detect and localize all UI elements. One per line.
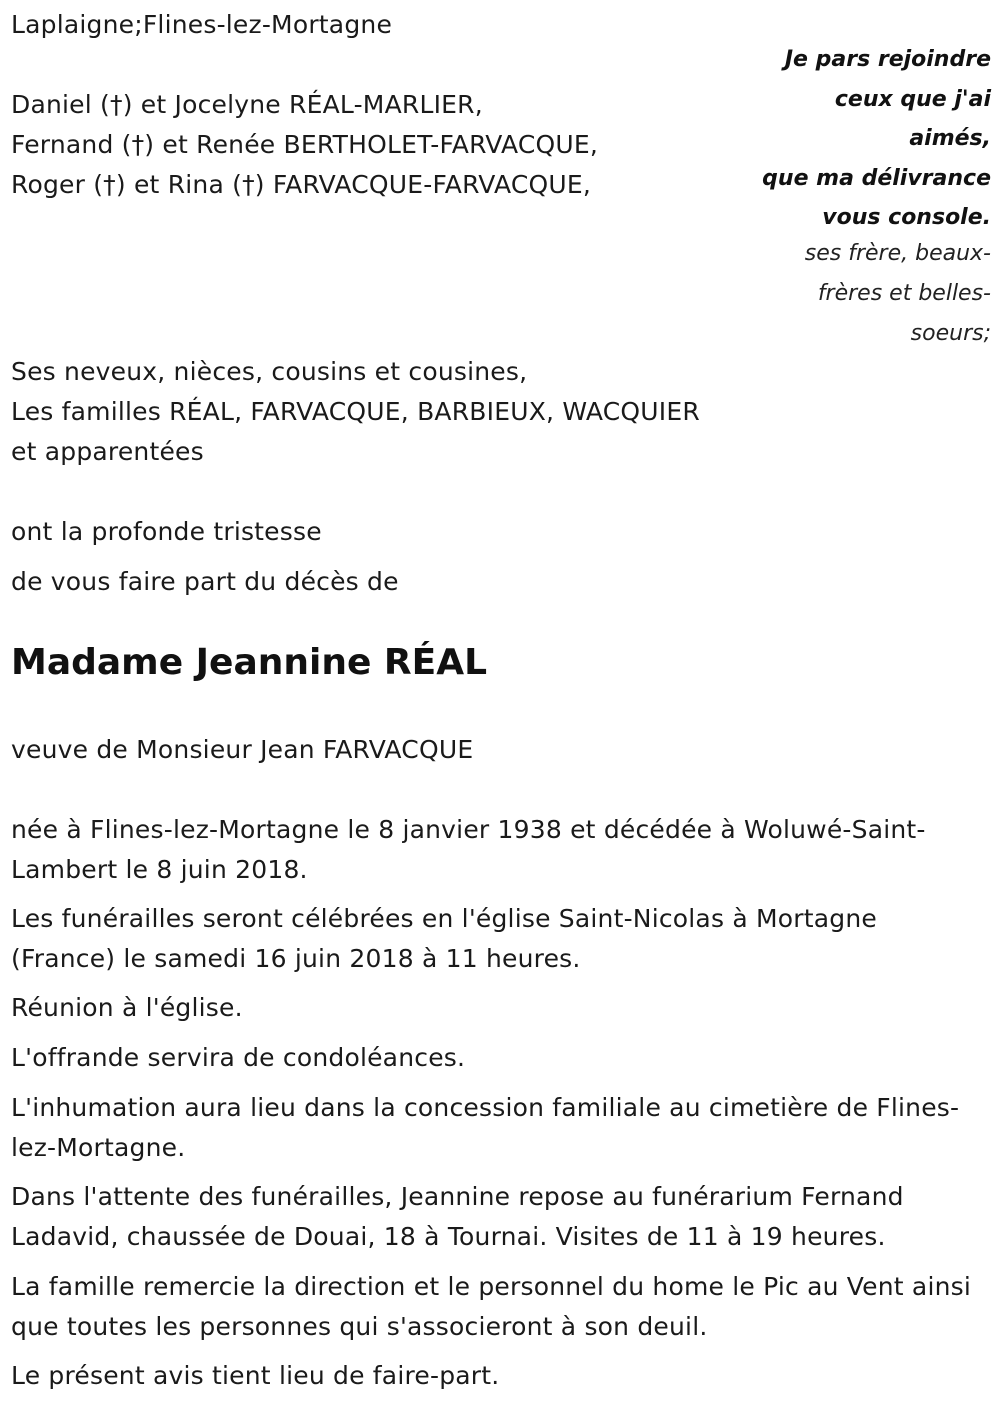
poem-line: aimés, xyxy=(909,126,991,151)
announcement-line: ont la profonde tristesse xyxy=(11,517,322,546)
family-line: Roger (†) et Rina (†) FARVACQUE-FARVACQUE, xyxy=(11,170,592,199)
extended-family-line: et apparentées xyxy=(11,437,204,466)
notice-paragraph: Le présent avis tient lieu de faire-part. xyxy=(11,1361,500,1390)
poem-line: ceux que j'ai xyxy=(834,86,991,112)
deceased-name: Madame Jeannine RÉAL xyxy=(11,642,488,683)
funeral-paragraph: Les funérailles seront célébrées en l'église Saint-Nicolas à Mortagne (France) le samedi 16 juin 2018 à 11 heures. xyxy=(11,904,877,973)
announcement-line: de vous faire part du décès de xyxy=(11,567,399,596)
offering-paragraph: L'offrande servira de condoléances. xyxy=(11,1043,466,1072)
poem-quote xyxy=(731,40,991,238)
signature-line: ses frère, beaux- xyxy=(804,241,991,266)
poem-line: Je pars rejoindre xyxy=(784,47,991,72)
burial-paragraph: L'inhumation aura lieu dans la concession familiale au cimetière de Flines-lez-Mortagne. xyxy=(11,1093,960,1162)
poem-line: vous console. xyxy=(822,205,991,230)
signature-line: soeurs; xyxy=(910,321,991,346)
header-locations: Laplaigne;Flines-lez-Mortagne xyxy=(11,10,393,39)
meeting-paragraph: Réunion à l'église. xyxy=(11,993,243,1022)
family-line: Daniel (†) et Jocelyne RÉAL-MARLIER, xyxy=(11,90,483,119)
extended-family-line: Ses neveux, nièces, cousins et cousines, xyxy=(11,357,528,386)
thanks-paragraph: La famille remercie la direction et le personnel du home le Pic au Vent ainsi que toutes les personnes qui s'associeront à son deuil. xyxy=(11,1272,972,1341)
spouse-line: veuve de Monsieur Jean FARVACQUE xyxy=(11,735,474,764)
family-line: Fernand (†) et Renée BERTHOLET-FARVACQUE, xyxy=(11,130,599,159)
birth-death-paragraph: née à Flines-lez-Mortagne le 8 janvier 1938 et décédée à Woluwé-Saint-Lambert le 8 juin 2018. xyxy=(11,815,926,884)
extended-family-line: Les familles RÉAL, FARVACQUE, BARBIEUX, WACQUIER xyxy=(11,397,700,426)
poem-signature xyxy=(751,234,991,354)
poem-line: que ma délivrance xyxy=(762,165,991,191)
funerarium-paragraph: Dans l'attente des funérailles, Jeannine repose au funérarium Fernand Ladavid, chaussée de Douai, 18 à Tournai. Visites de 11 à 19 heures. xyxy=(11,1182,904,1251)
signature-line: frères et belles- xyxy=(817,281,991,306)
